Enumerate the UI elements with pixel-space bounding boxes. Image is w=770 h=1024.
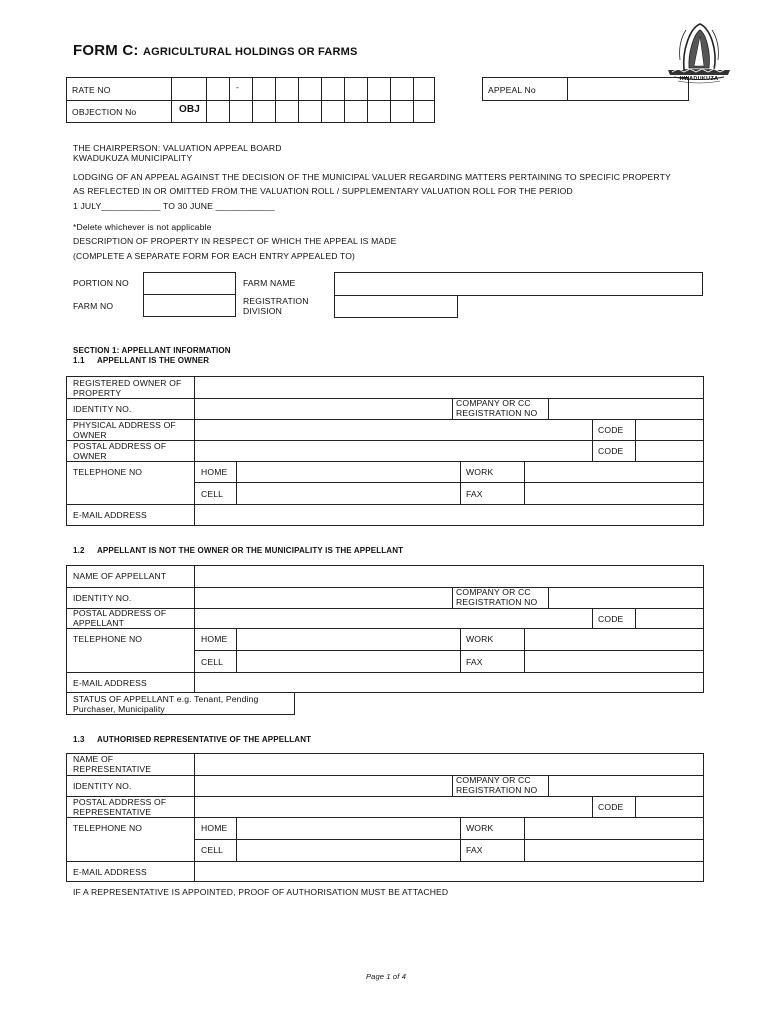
- owner-company-reg-field[interactable]: [550, 400, 702, 418]
- rate-no-dash: -: [236, 82, 240, 92]
- section-1-1-number: 1.1: [73, 356, 85, 365]
- appeal-no-label: APPEAL No: [488, 85, 536, 95]
- representative-company-reg-field[interactable]: [550, 777, 702, 795]
- owner-postal-code-label: CODE: [598, 446, 624, 456]
- addressee-line-2: KWADUKUZA MUNICIPALITY: [73, 153, 193, 163]
- rate-no-digit-cell[interactable]: [275, 77, 299, 101]
- rate-no-digit-cell[interactable]: [171, 77, 207, 101]
- form-code: FORM C:: [73, 42, 139, 59]
- appeal-no-field[interactable]: [567, 77, 689, 101]
- appellant-email-label: E-MAIL ADDRESS: [73, 678, 147, 688]
- physical-address-field[interactable]: [196, 421, 590, 439]
- rate-no-digit-cell[interactable]: [206, 77, 230, 101]
- owner-work-label: WORK: [466, 467, 494, 477]
- owner-company-reg-label: COMPANY OR CC REGISTRATION NO: [456, 398, 538, 418]
- section-1-2-number: 1.2: [73, 546, 85, 555]
- representative-fax-label: FAX: [466, 845, 483, 855]
- section-1-heading: SECTION 1: APPELLANT INFORMATION: [73, 346, 231, 355]
- representative-fax-field[interactable]: [526, 841, 702, 860]
- farm-name-field[interactable]: [334, 272, 703, 296]
- appellant-work-label: WORK: [466, 634, 494, 644]
- description-line-1: DESCRIPTION OF PROPERTY IN RESPECT OF WHICH THE APPEAL IS MADE: [73, 236, 397, 246]
- representative-home-field[interactable]: [238, 819, 458, 838]
- representative-work-field[interactable]: [526, 819, 702, 838]
- section-1-2-title: APPELLANT IS NOT THE OWNER OR THE MUNICIPALITY IS THE APPELLANT: [97, 546, 404, 555]
- owner-email-label: E-MAIL ADDRESS: [73, 510, 147, 520]
- objection-no-digit-cell[interactable]: [413, 100, 435, 123]
- registered-owner-label: REGISTERED OWNER OF PROPERTY: [73, 378, 182, 398]
- objection-no-digit-cell[interactable]: [206, 100, 230, 123]
- registration-division-field[interactable]: [334, 295, 458, 318]
- section-1-3-title: AUTHORISED REPRESENTATIVE OF THE APPELLANT: [97, 735, 312, 744]
- appellant-home-field[interactable]: [238, 630, 458, 649]
- objection-no-digit-cell[interactable]: [367, 100, 391, 123]
- rate-no-digit-cell[interactable]: [390, 77, 414, 101]
- objection-no-digit-cell[interactable]: [252, 100, 276, 123]
- farm-no-label: FARM NO: [73, 301, 114, 311]
- representative-postal-address-field[interactable]: [196, 798, 590, 816]
- representative-cell-label: CELL: [201, 845, 224, 855]
- appellant-postal-address-field[interactable]: [196, 610, 590, 627]
- form-title: [73, 42, 358, 59]
- addressee-line-1: THE CHAIRPERSON: VALUATION APPEAL BOARD: [73, 143, 282, 153]
- objection-no-digit-cell[interactable]: [298, 100, 322, 123]
- rate-no-digit-cell[interactable]: [367, 77, 391, 101]
- representative-postal-address-label: POSTAL ADDRESS OF REPRESENTATIVE: [73, 797, 167, 817]
- rate-no-digit-cell[interactable]: [344, 77, 368, 101]
- appellant-name-label: NAME OF APPELLANT: [73, 571, 167, 581]
- appellant-home-label: HOME: [201, 634, 228, 644]
- owner-work-field[interactable]: [526, 463, 702, 481]
- appellant-work-field[interactable]: [526, 630, 702, 649]
- appellant-status-label: STATUS OF APPELLANT e.g. Tenant, Pending Purchaser, Municipality: [73, 694, 259, 714]
- owner-home-label: HOME: [201, 467, 228, 477]
- rate-no-label: RATE NO: [72, 85, 111, 95]
- appellant-identity-no-field[interactable]: [196, 589, 450, 607]
- appeal-no-label-cell: [482, 77, 568, 101]
- intro-line-1: LODGING OF AN APPEAL AGAINST THE DECISION OF THE MUNICIPAL VALUER REGARDING MATTERS PERTAINING TO SPECIFIC PROPERTY: [73, 172, 671, 182]
- period-line: 1 JULY____________ TO 30 JUNE ____________: [73, 201, 275, 211]
- representative-company-reg-label: COMPANY OR CC REGISTRATION NO: [456, 775, 538, 795]
- owner-postal-address-label: POSTAL ADDRESS OF OWNER: [73, 441, 167, 461]
- owner-postal-code-field[interactable]: [637, 442, 702, 460]
- page-number: Page 1 of 4: [366, 972, 407, 981]
- owner-identity-no-label: IDENTITY NO.: [73, 404, 132, 414]
- owner-email-field[interactable]: [196, 506, 702, 524]
- physical-code-label: CODE: [598, 425, 624, 435]
- intro-line-2: AS REFLECTED IN OR OMITTED FROM THE VALUATION ROLL / SUPPLEMENTARY VALUATION ROLL FOR THE PERIOD: [73, 186, 573, 196]
- rate-no-digit-cell[interactable]: [298, 77, 322, 101]
- appellant-email-field[interactable]: [196, 674, 702, 691]
- registration-division-label: REGISTRATION DIVISION: [243, 296, 309, 316]
- objection-no-digit-cell[interactable]: [229, 100, 253, 123]
- delete-note: *Delete whichever is not applicable: [73, 222, 212, 232]
- appellant-fax-label: FAX: [466, 657, 483, 667]
- rate-no-digit-cell[interactable]: [321, 77, 345, 101]
- appellant-postal-code-label: CODE: [598, 614, 624, 624]
- form-subtitle: AGRICULTURAL HOLDINGS OR FARMS: [142, 46, 358, 58]
- rate-no-label-cell: [66, 77, 172, 101]
- owner-fax-label: FAX: [466, 489, 483, 499]
- physical-address-label: PHYSICAL ADDRESS OF OWNER: [73, 420, 176, 440]
- owner-postal-address-field[interactable]: [196, 442, 590, 460]
- portion-no-label: PORTION NO: [73, 278, 129, 288]
- appellant-postal-code-field[interactable]: [637, 610, 702, 627]
- representative-postal-code-label: CODE: [598, 802, 624, 812]
- owner-telephone-label: TELEPHONE NO: [73, 467, 143, 477]
- representative-work-label: WORK: [466, 823, 494, 833]
- obj-prefix: OBJ: [179, 104, 201, 115]
- representative-email-label: E-MAIL ADDRESS: [73, 867, 147, 877]
- appellant-cell-field[interactable]: [238, 652, 458, 671]
- registered-owner-field[interactable]: [196, 378, 702, 397]
- representative-identity-no-label: IDENTITY NO.: [73, 781, 132, 791]
- farm-no-field[interactable]: [143, 294, 236, 317]
- objection-no-label-cell: [66, 100, 172, 123]
- representative-name-label: NAME OF REPRESENTATIVE: [73, 754, 152, 774]
- authorisation-note: IF A REPRESENTATIVE IS APPOINTED, PROOF OF AUTHORISATION MUST BE ATTACHED: [73, 887, 449, 897]
- owner-identity-no-field[interactable]: [196, 400, 450, 418]
- appellant-cell-label: CELL: [201, 657, 224, 667]
- objection-no-digit-cell[interactable]: [275, 100, 299, 123]
- section-1-1-title: APPELLANT IS THE OWNER: [97, 356, 210, 365]
- section-1-3-number: 1.3: [73, 735, 85, 744]
- objection-no-digit-cell[interactable]: [390, 100, 414, 123]
- objection-no-label: OBJECTION No: [72, 107, 137, 117]
- rate-no-digit-cell[interactable]: [252, 77, 276, 101]
- owner-cell-label: CELL: [201, 489, 224, 499]
- representative-email-field[interactable]: [196, 863, 702, 881]
- owner-home-field[interactable]: [238, 463, 458, 481]
- rate-no-digit-cell[interactable]: [229, 77, 253, 101]
- objection-no-digit-cell[interactable]: [344, 100, 368, 123]
- appellant-name-field[interactable]: [196, 567, 702, 585]
- objection-no-digit-cell[interactable]: [321, 100, 345, 123]
- appellant-postal-address-label: POSTAL ADDRESS OF APPELLANT: [73, 608, 167, 628]
- representative-name-field[interactable]: [196, 755, 702, 774]
- physical-code-field[interactable]: [637, 421, 702, 439]
- appellant-telephone-label: TELEPHONE NO: [73, 634, 143, 644]
- appellant-fax-field[interactable]: [526, 652, 702, 671]
- appellant-identity-no-label: IDENTITY NO.: [73, 593, 132, 603]
- portion-no-field[interactable]: [143, 272, 236, 295]
- owner-fax-field[interactable]: [526, 484, 702, 502]
- appellant-company-reg-label: COMPANY OR CC REGISTRATION NO: [456, 587, 538, 607]
- representative-identity-no-field[interactable]: [196, 777, 450, 795]
- description-line-2: (COMPLETE A SEPARATE FORM FOR EACH ENTRY APPEALED TO): [73, 251, 356, 261]
- representative-telephone-label: TELEPHONE NO: [73, 823, 143, 833]
- representative-home-label: HOME: [201, 823, 228, 833]
- representative-postal-code-field[interactable]: [637, 798, 702, 816]
- rate-no-digit-cell[interactable]: [413, 77, 435, 101]
- representative-cell-field[interactable]: [238, 841, 458, 860]
- logo-text: KWADUKUZA: [679, 76, 719, 82]
- owner-cell-field[interactable]: [238, 484, 458, 502]
- appellant-company-reg-field[interactable]: [550, 589, 702, 607]
- farm-name-label: FARM NAME: [243, 278, 296, 288]
